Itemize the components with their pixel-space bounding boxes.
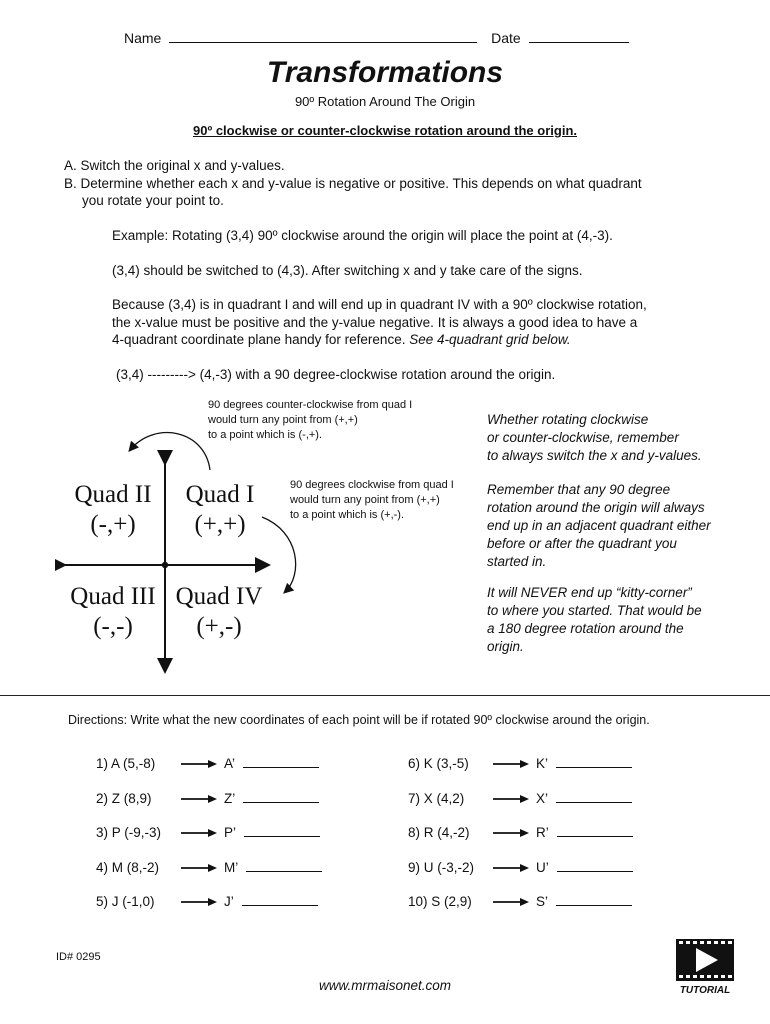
ccw-rotation-arrow <box>130 433 210 470</box>
problem-image-label: J’ <box>224 894 234 909</box>
quad1-signs: (+,+) <box>194 511 246 538</box>
problem-point: 1) A (5,-8) <box>96 756 156 771</box>
right-arrow-icon <box>180 828 218 838</box>
ccw-note-line: would turn any point from (+,+) <box>208 414 358 426</box>
problem-point: 9) U (-3,-2) <box>408 860 475 875</box>
example-para-line1: Because (3,4) is in quadrant I and will end up in quadrant IV with a 90º clockwise rotation, <box>112 297 647 312</box>
answer-blank[interactable] <box>243 790 319 803</box>
name-field[interactable] <box>169 42 477 43</box>
quad2-label <box>68 480 158 540</box>
cw-note-line: would turn any point from (+,+) <box>290 494 440 506</box>
example-para-line2: the x-value must be positive and the y-value negative. It is always a good idea to have a <box>112 315 638 330</box>
name-label: Name <box>124 30 162 46</box>
example-para-line3-italic: See 4-quadrant grid below. <box>409 332 571 347</box>
side-note-1 <box>487 411 702 465</box>
answer-blank[interactable] <box>557 824 633 837</box>
answer-blank[interactable] <box>556 755 632 768</box>
page-subtitle: 90º Rotation Around The Origin <box>294 94 476 109</box>
side-note-line: Remember that any 90 degree <box>487 482 671 497</box>
cw-note-line: 90 degrees clockwise from quad I <box>290 479 454 491</box>
example-para-line3-text: 4-quadrant coordinate plane handy for reference. <box>112 332 406 347</box>
quad1-label <box>175 480 265 540</box>
footer-url[interactable]: www.mrmaisonet.com <box>318 978 452 993</box>
problem-row <box>408 824 633 840</box>
step-b-line2: you rotate your point to. <box>82 193 224 208</box>
quad4-name: Quad IV <box>175 583 263 610</box>
right-arrow-icon <box>180 794 218 804</box>
problem-point: 7) X (4,2) <box>408 791 465 806</box>
right-arrow-icon <box>492 863 530 873</box>
side-note-line: It will NEVER end up “kitty-corner” <box>487 585 692 600</box>
worksheet-id: ID# 0295 <box>56 951 101 963</box>
quad4-label <box>170 582 268 642</box>
quad2-signs: (-,+) <box>90 511 136 538</box>
section-divider <box>0 695 770 696</box>
problem-row <box>96 824 320 840</box>
right-arrow-icon <box>492 794 530 804</box>
problem-image-label: M’ <box>224 860 239 875</box>
answer-blank[interactable] <box>246 859 322 872</box>
side-note-2 <box>487 481 711 571</box>
quad1-name: Quad I <box>185 481 255 508</box>
side-note-line: end up in an adjacent quadrant either <box>487 518 711 533</box>
step-a: A. Switch the original x and y-values. <box>64 158 285 173</box>
side-note-line: origin. <box>487 639 524 654</box>
right-arrow-icon <box>492 759 530 769</box>
section-heading: 90º clockwise or counter-clockwise rotation around the origin. <box>193 123 577 138</box>
example-line1: Example: Rotating (3,4) 90º clockwise around the origin will place the point at (4,-3). <box>112 228 613 243</box>
name-date-row <box>124 30 629 46</box>
quad3-signs: (-,-) <box>93 613 133 640</box>
side-note-line: before or after the quadrant you <box>487 536 677 551</box>
quad3-name: Quad III <box>70 583 156 610</box>
side-note-line: to where you started. That would be <box>487 603 702 618</box>
problem-image-label: A’ <box>224 756 236 771</box>
film-play-icon <box>674 937 738 995</box>
side-note-line: or counter-clockwise, remember <box>487 430 679 445</box>
example-line2: (3,4) should be switched to (4,3). After switching x and y take care of the signs. <box>112 263 583 278</box>
problem-image-label: U’ <box>536 860 549 875</box>
side-note-3 <box>487 584 702 656</box>
quad3-label <box>64 582 162 642</box>
ccw-note-line: 90 degrees counter-clockwise from quad I <box>208 399 413 411</box>
answer-blank[interactable] <box>244 824 320 837</box>
step-b-line1: B. Determine whether each x and y-value is negative or positive. This depends on what quadrant <box>64 176 642 191</box>
problem-image-label: Z’ <box>224 791 236 806</box>
problem-row <box>96 859 322 875</box>
tutorial-text: TUTORIAL <box>679 985 731 995</box>
date-field[interactable] <box>529 42 629 43</box>
right-arrow-icon <box>180 897 218 907</box>
side-note-line: to always switch the x and y-values. <box>487 448 702 463</box>
problem-point: 10) S (2,9) <box>408 894 472 909</box>
tutorial-logo <box>674 937 738 1000</box>
ccw-note-line: to a point which is (-,+). <box>208 429 323 441</box>
date-label: Date <box>491 30 521 46</box>
cw-note-line: to a point which is (+,-). <box>290 509 405 521</box>
problem-row <box>408 790 632 806</box>
problem-image-label: R’ <box>536 825 549 840</box>
problem-image-label: S’ <box>536 894 549 909</box>
problem-point: 4) M (8,-2) <box>96 860 160 875</box>
quad2-name: Quad II <box>74 481 152 508</box>
origin-point <box>162 562 168 568</box>
example-para-line3 <box>112 331 571 348</box>
side-note-line: rotation around the origin will always <box>487 500 705 515</box>
problem-image-label: K’ <box>536 756 549 771</box>
quad4-signs: (+,-) <box>196 613 242 640</box>
problem-row <box>408 859 633 875</box>
answer-blank[interactable] <box>557 859 633 872</box>
answer-blank[interactable] <box>556 893 632 906</box>
answer-blank[interactable] <box>556 790 632 803</box>
right-arrow-icon <box>492 828 530 838</box>
example-line4: (3,4) ---------> (4,-3) with a 90 degree-clockwise rotation around the origin. <box>116 367 556 382</box>
answer-blank[interactable] <box>243 755 319 768</box>
problem-image-label: P’ <box>224 825 237 840</box>
side-note-line: started in. <box>487 554 547 569</box>
problem-point: 3) P (-9,-3) <box>96 825 162 840</box>
problem-point: 2) Z (8,9) <box>96 791 152 806</box>
problem-row <box>96 790 319 806</box>
side-note-line: a 180 degree rotation around the <box>487 621 684 636</box>
problem-image-label: X’ <box>536 791 549 806</box>
right-arrow-icon <box>180 759 218 769</box>
problem-row <box>408 755 632 771</box>
problem-row <box>408 893 632 909</box>
cw-rotation-arrow <box>262 517 296 592</box>
problem-row <box>96 755 319 771</box>
problem-point: 6) K (3,-5) <box>408 756 469 771</box>
right-arrow-icon <box>180 863 218 873</box>
problem-point: 8) R (4,-2) <box>408 825 470 840</box>
page-title: Transformations <box>266 56 504 89</box>
directions: Directions: Write what the new coordinates of each point will be if rotated 90º clockwise around the origin. <box>68 713 650 727</box>
answer-blank[interactable] <box>242 893 318 906</box>
side-note-line: Whether rotating clockwise <box>487 412 649 427</box>
problem-point: 5) J (-1,0) <box>96 894 155 909</box>
problem-row <box>96 893 318 909</box>
right-arrow-icon <box>492 897 530 907</box>
